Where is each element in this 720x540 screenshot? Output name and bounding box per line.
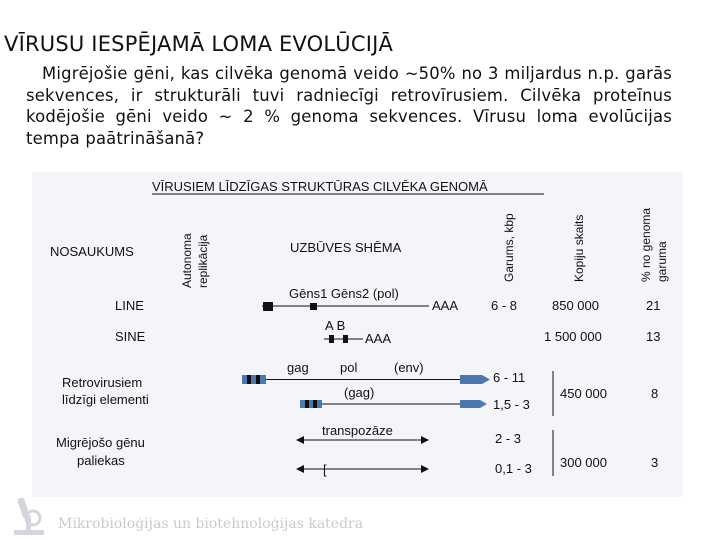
row-transposon-copies: 300 000 xyxy=(560,455,607,470)
col-length-header: Garums, kbp xyxy=(502,213,516,282)
table-figure xyxy=(32,172,683,497)
row-transposon-length-2: 0,1 - 3 xyxy=(495,461,532,476)
row-retro-length-2: 1,5 - 3 xyxy=(493,397,530,412)
table-heading: VĪRUSIEM LĪDZĪGAS STRUKTŪRAS CILVĒKA GENOMĀ xyxy=(152,179,488,194)
col-percent-header-2: garuma xyxy=(655,241,669,282)
row-transposon-name-1: Migrējošo gēnu xyxy=(56,435,145,450)
row-transposon-bracket: [ xyxy=(323,462,327,477)
intro-paragraph: Migrējošie gēni, kas cilvēka genomā veido ~50% no 3 miljardus n.p. garās sekvences, ir strukturāli tuvi radniecīgi retrovīrusiem. Cilvēka proteīnus kodējošie gēni veido ~ 2 % genoma sekvences. Vīrusu loma evolūcijas tempa paātrināšanā? xyxy=(26,64,672,148)
microscope-icon xyxy=(6,494,48,536)
row-transposon-scheme-label: transpozāze xyxy=(322,423,393,438)
row-sine-name: SINE xyxy=(115,329,146,344)
genome-structures-table xyxy=(32,172,683,497)
row-retro-pol-label: pol xyxy=(340,360,358,375)
row-retro-name-1: Retrovirusiem xyxy=(62,375,143,390)
footer-department: Mikrobioloģijas un biotehnoloģijas katedra xyxy=(58,516,364,532)
row-line-percent: 21 xyxy=(646,298,661,313)
row-retro-gag2-label: (gag) xyxy=(344,385,375,400)
sine-element-scheme xyxy=(324,335,363,343)
col-autonomous-header-2: replikācija xyxy=(196,234,210,288)
retro-full-scheme xyxy=(242,375,490,384)
row-sine-copies: 1 500 000 xyxy=(544,329,602,344)
row-retro-env-label: (env) xyxy=(394,360,424,375)
row-retro-percent: 8 xyxy=(651,386,659,401)
slide-title: VĪRUSU IESPĒJAMĀ LOMA EVOLŪCIJĀ xyxy=(4,32,394,56)
col-name-header: NOSAUKUMS xyxy=(50,244,134,259)
row-line-tail: AAA xyxy=(432,298,459,313)
line-element-scheme xyxy=(262,302,429,311)
col-autonomous-header-1: Autonoma xyxy=(180,233,194,288)
row-sine-tail: AAA xyxy=(365,331,392,346)
row-transposon-percent: 3 xyxy=(651,455,659,470)
row-line-scheme-label: Gēns1 Gēns2 (pol) xyxy=(289,286,399,301)
row-retro-length-1: 6 - 11 xyxy=(493,370,526,385)
row-retro-gag-label: gag xyxy=(287,360,309,375)
col-percent-header-1: % no genoma xyxy=(639,207,653,282)
row-sine-scheme-label: A B xyxy=(325,318,346,333)
col-scheme-header: UZBŪVES SHĒMA xyxy=(290,240,402,255)
row-line-length: 6 - 8 xyxy=(491,298,518,313)
remnant-scheme xyxy=(296,465,429,473)
row-line-name: LINE xyxy=(115,298,144,313)
row-retro-name-2: līdzīgi elementi xyxy=(62,392,149,407)
retro-partial-scheme xyxy=(300,400,487,408)
row-transposon-length-1: 2 - 3 xyxy=(495,431,522,446)
row-transposon-name-2: paliekas xyxy=(77,453,125,468)
row-sine-percent: 13 xyxy=(646,329,661,344)
row-line-copies: 850 000 xyxy=(552,298,599,313)
col-copies-header: Kopiju skaits xyxy=(572,214,586,282)
row-retro-copies: 450 000 xyxy=(560,386,607,401)
